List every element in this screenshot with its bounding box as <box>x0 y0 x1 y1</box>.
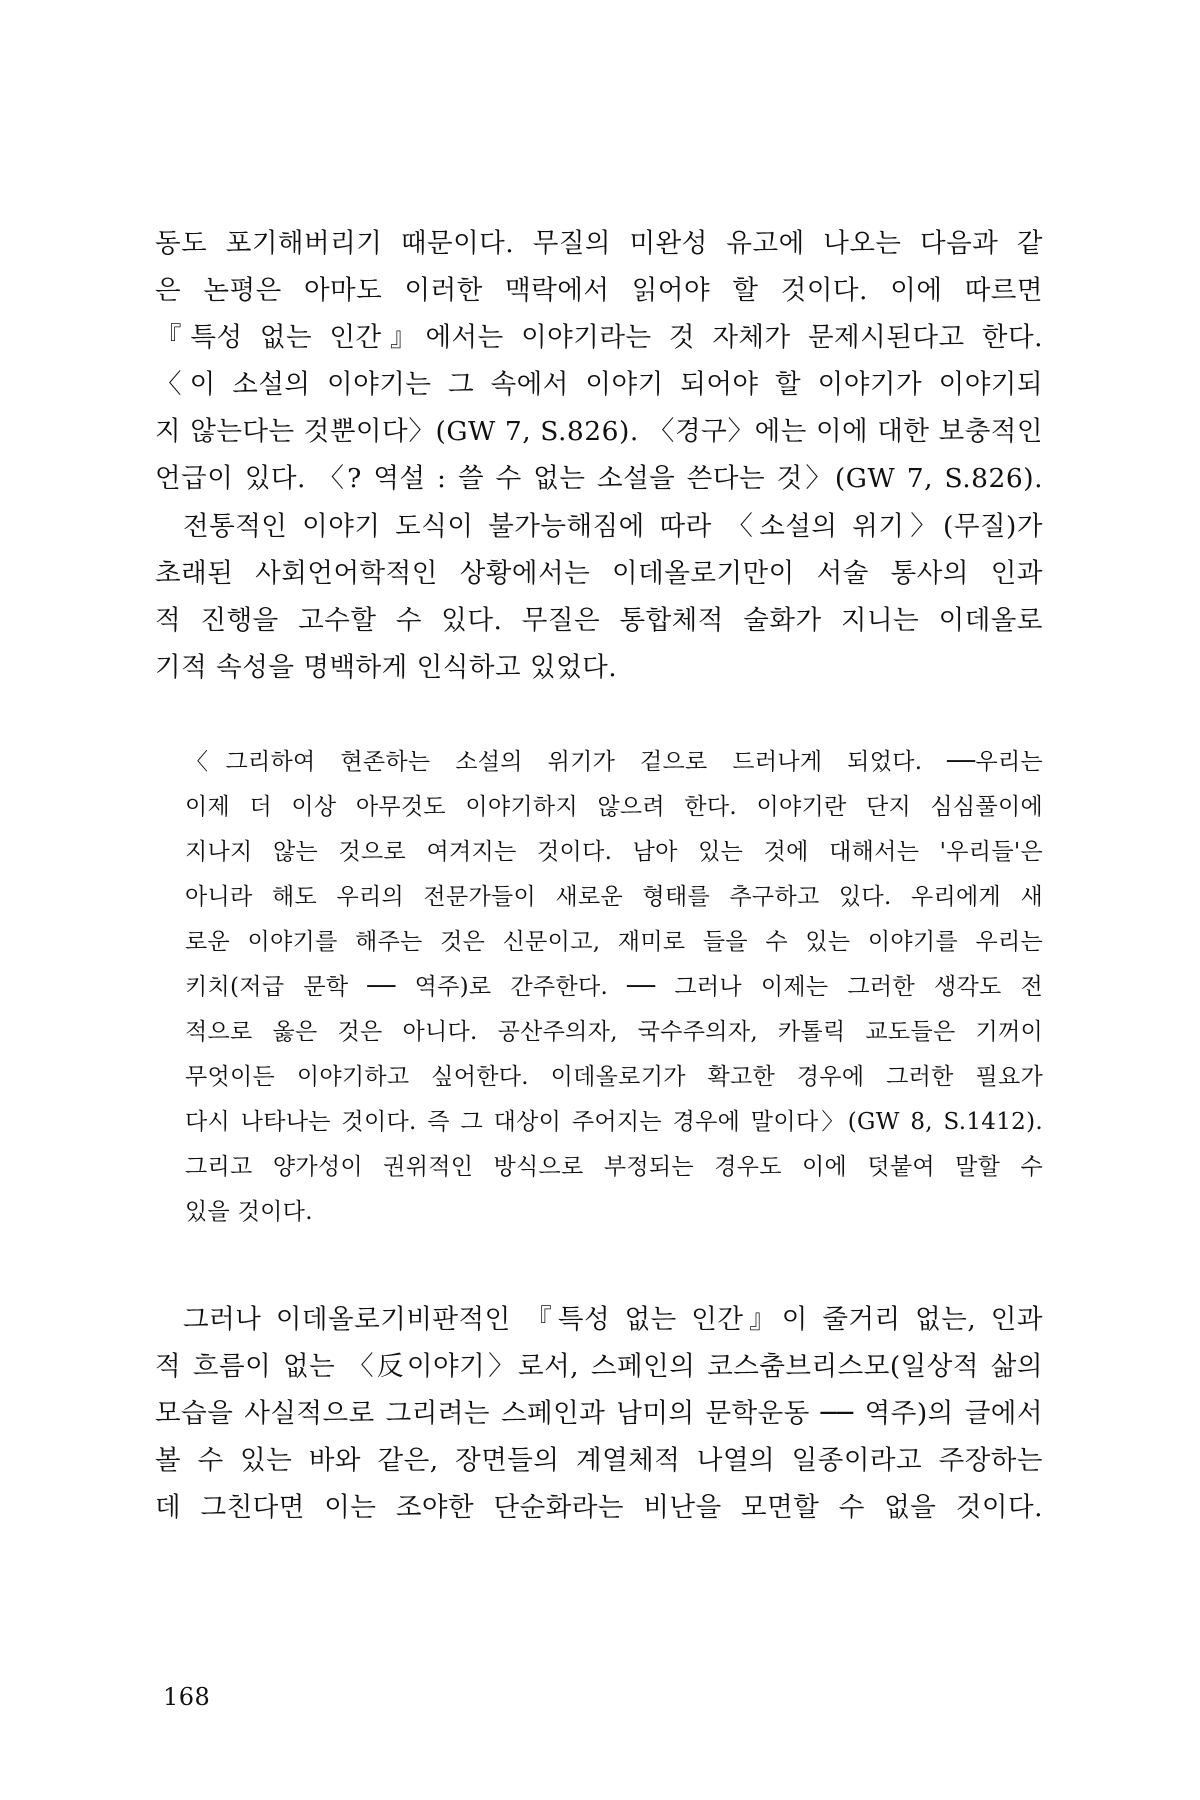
block-quote <box>185 740 1043 1235</box>
paragraph-1 <box>155 220 1043 502</box>
quote-line: 로운 이야기를 해주는 것은 신문이고, 재미로 들을 수 있는 이야기를 우리는 <box>185 929 1043 955</box>
paragraph-3 <box>155 1296 1043 1531</box>
quote-line: 〈그리하여 현존하는 소설의 위기가 겉으로 드러나게 되었다. ──우리는 <box>185 749 1043 775</box>
text-line: 『특성 없는 인간』에서는 이야기라는 것 자체가 문제시된다고 한다. <box>155 322 1043 353</box>
text-line: 모습을 사실적으로 그리려는 스페인과 남미의 문학운동 ── 역주)의 글에서 <box>155 1398 1043 1429</box>
quote-line: 적으로 옳은 것은 아니다. 공산주의자, 국수주의자, 카톨릭 교도들은 기꺼이 <box>185 1019 1043 1045</box>
text-line: 지 않는다는 것뿐이다〉(GW 7, S.826). 〈경구〉에는 이에 대한 보충적인 <box>155 416 1043 447</box>
text-line: 동도 포기해버리기 때문이다. 무질의 미완성 유고에 나오는 다음과 같 <box>155 228 1043 259</box>
text-line: 그러나 이데올로기비판적인 『특성 없는 인간』이 줄거리 없는, 인과 <box>183 1304 1043 1335</box>
quote-line: 그리고 양가성이 권위적인 방식으로 부정되는 경우도 이에 덧붙여 말할 수 <box>185 1154 1043 1180</box>
text-line: 적 흐름이 없는 〈反이야기〉로서, 스페인의 코스춤브리스모(일상적 삶의 <box>155 1351 1043 1382</box>
text-line: 적 진행을 고수할 수 있다. 무질은 통합체적 술화가 지니는 이데올로 <box>155 605 1043 636</box>
text-line: 볼 수 있는 바와 같은, 장면들의 계열체적 나열의 일종이라고 주장하는 <box>155 1445 1043 1476</box>
page-number: 168 <box>163 1683 211 1711</box>
text-line: 기적 속성을 명백하게 인식하고 있었다. <box>155 652 618 683</box>
quote-line: 무엇이든 이야기하고 싶어한다. 이데올로기가 확고한 경우에 그러한 필요가 <box>185 1064 1043 1090</box>
quote-line: 다시 나타나는 것이다. 즉 그 대상이 주어지는 경우에 말이다〉(GW 8, S.1412). <box>185 1109 1043 1135</box>
text-line: 데 그친다면 이는 조야한 단순화라는 비난을 모면할 수 없을 것이다. <box>155 1492 1043 1523</box>
text-line: 은 논평은 아마도 이러한 맥락에서 읽어야 할 것이다. 이에 따르면 <box>155 275 1043 306</box>
quote-line: 이제 더 이상 아무것도 이야기하지 않으려 한다. 이야기란 단지 심심풀이에 <box>185 794 1043 820</box>
text-line: 〈이 소설의 이야기는 그 속에서 이야기 되어야 할 이야기가 이야기되 <box>155 369 1043 400</box>
quote-line: 있을 것이다. <box>185 1199 313 1225</box>
text-line: 전통적인 이야기 도식이 불가능해짐에 따라 〈소설의 위기〉(무질)가 <box>183 511 1043 542</box>
paragraph-2 <box>155 503 1043 691</box>
quote-line: 키치(저급 문학 ── 역주)로 간주한다. ── 그러나 이제는 그러한 생각도 전 <box>185 974 1043 1000</box>
text-line: 초래된 사회언어학적인 상황에서는 이데올로기만이 서술 통사의 인과 <box>155 558 1043 589</box>
quote-line: 아니라 해도 우리의 전문가들이 새로운 형태를 추구하고 있다. 우리에게 새 <box>185 884 1043 910</box>
quote-line: 지나지 않는 것으로 여겨지는 것이다. 남아 있는 것에 대해서는 '우리들'은 <box>185 839 1043 865</box>
text-line: 언급이 있다. 〈? 역설 : 쓸 수 없는 소설을 쓴다는 것〉(GW 7, S.826). <box>155 463 1043 494</box>
